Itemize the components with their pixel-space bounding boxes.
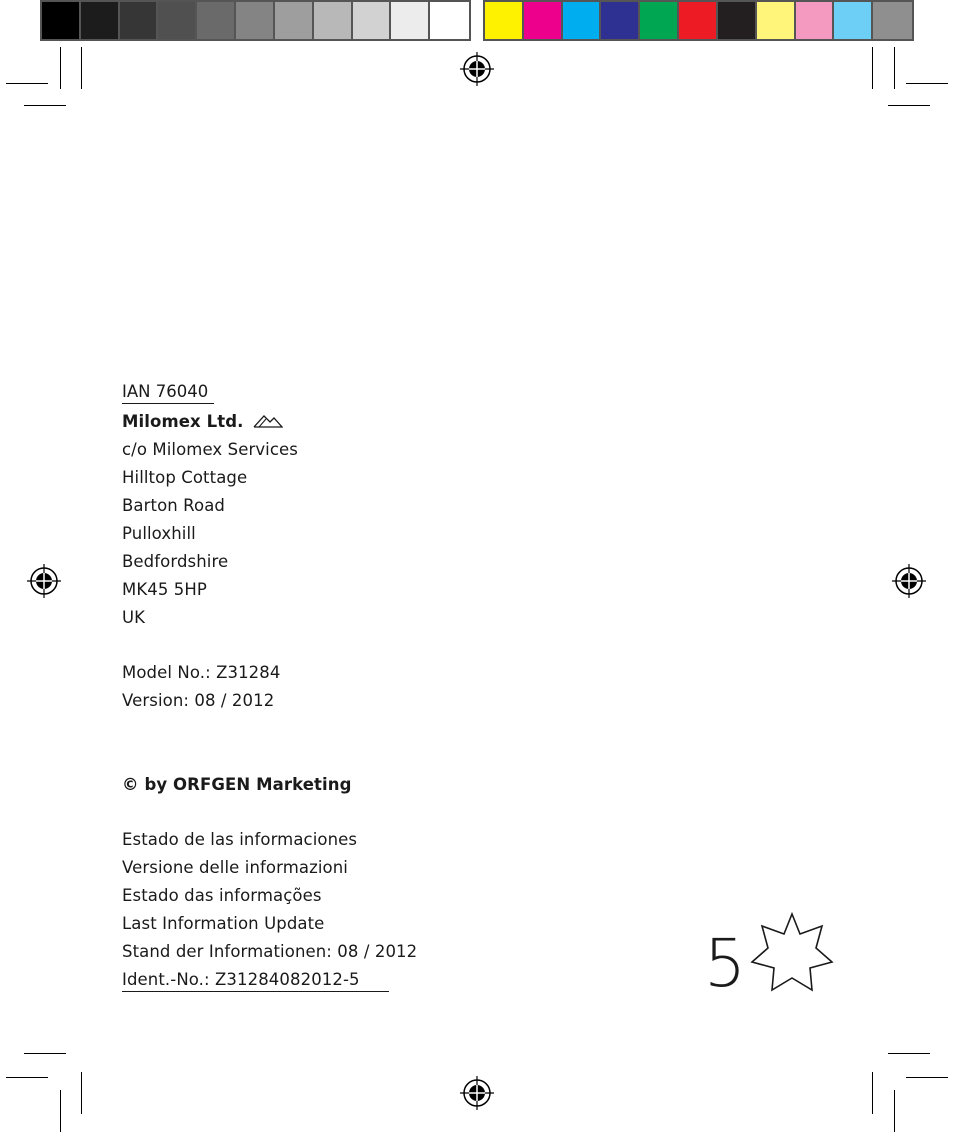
info-line: Versione delle informazioni [122,858,348,877]
crop-mark [906,83,948,84]
registration-mark-bottom-icon [460,1076,494,1110]
company-name-row [122,408,283,436]
seven-point-star-icon [750,912,834,992]
color-swatch [236,2,275,39]
color-swatch [524,2,563,39]
ian-underline [122,403,214,404]
process-color-bar [483,0,914,41]
crop-mark [872,1072,873,1114]
mountain-logo-icon [253,414,283,428]
crop-mark [24,105,66,106]
ian-number: IAN 76040 [122,382,209,401]
crop-mark [888,105,930,106]
address-line: Hilltop Cottage [122,468,248,487]
company-name: Milomex Ltd. [122,412,244,431]
color-swatch [81,2,120,39]
info-line: Last Information Update [122,914,325,933]
color-swatch [640,2,679,39]
crop-mark [60,47,61,89]
address-line: Pulloxhill [122,524,196,543]
address-line: MK45 5HP [122,580,207,599]
ident-underline [122,991,389,992]
crop-mark [888,1053,930,1054]
model-number: Model No.: Z31284 [122,663,281,682]
grayscale-color-bar [40,0,471,41]
address-line: Barton Road [122,496,225,515]
color-swatch [430,2,469,39]
crop-mark [60,1090,61,1132]
registration-mark-right-icon [892,564,926,598]
registration-mark-left-icon [27,564,61,598]
crop-mark [906,1077,948,1078]
crop-mark [894,47,895,89]
registration-mark-top-icon [460,52,494,86]
color-swatch [485,2,524,39]
color-swatch [757,2,796,39]
copyright: © by ORFGEN Marketing [122,775,352,794]
color-swatch [834,2,873,39]
color-swatch [158,2,197,39]
color-swatch [314,2,353,39]
color-swatch [120,2,159,39]
crop-mark [81,47,82,89]
color-swatch [718,2,757,39]
color-swatch [563,2,602,39]
color-swatch [679,2,718,39]
color-swatch [42,2,81,39]
info-line: Estado das informações [122,886,322,905]
crop-mark [24,1053,66,1054]
color-swatch [796,2,835,39]
color-swatch [873,2,912,39]
color-swatch [197,2,236,39]
address-line: UK [122,608,146,627]
page-number: 5 [704,925,746,1002]
crop-mark [6,83,48,84]
color-swatch [275,2,314,39]
info-line: Stand der Informationen: 08 / 2012 [122,942,418,961]
crop-mark [6,1077,48,1078]
info-line: Estado de las informaciones [122,830,358,849]
crop-mark [872,47,873,89]
version: Version: 08 / 2012 [122,691,275,710]
address-line: c/o Milomex Services [122,440,298,459]
crop-mark [894,1090,895,1132]
address-line: Bedfordshire [122,552,229,571]
color-swatch [391,2,430,39]
crop-mark [81,1072,82,1114]
color-swatch [601,2,640,39]
ident-number: Ident.-No.: Z31284082012-5 [122,970,360,989]
color-swatch [353,2,392,39]
